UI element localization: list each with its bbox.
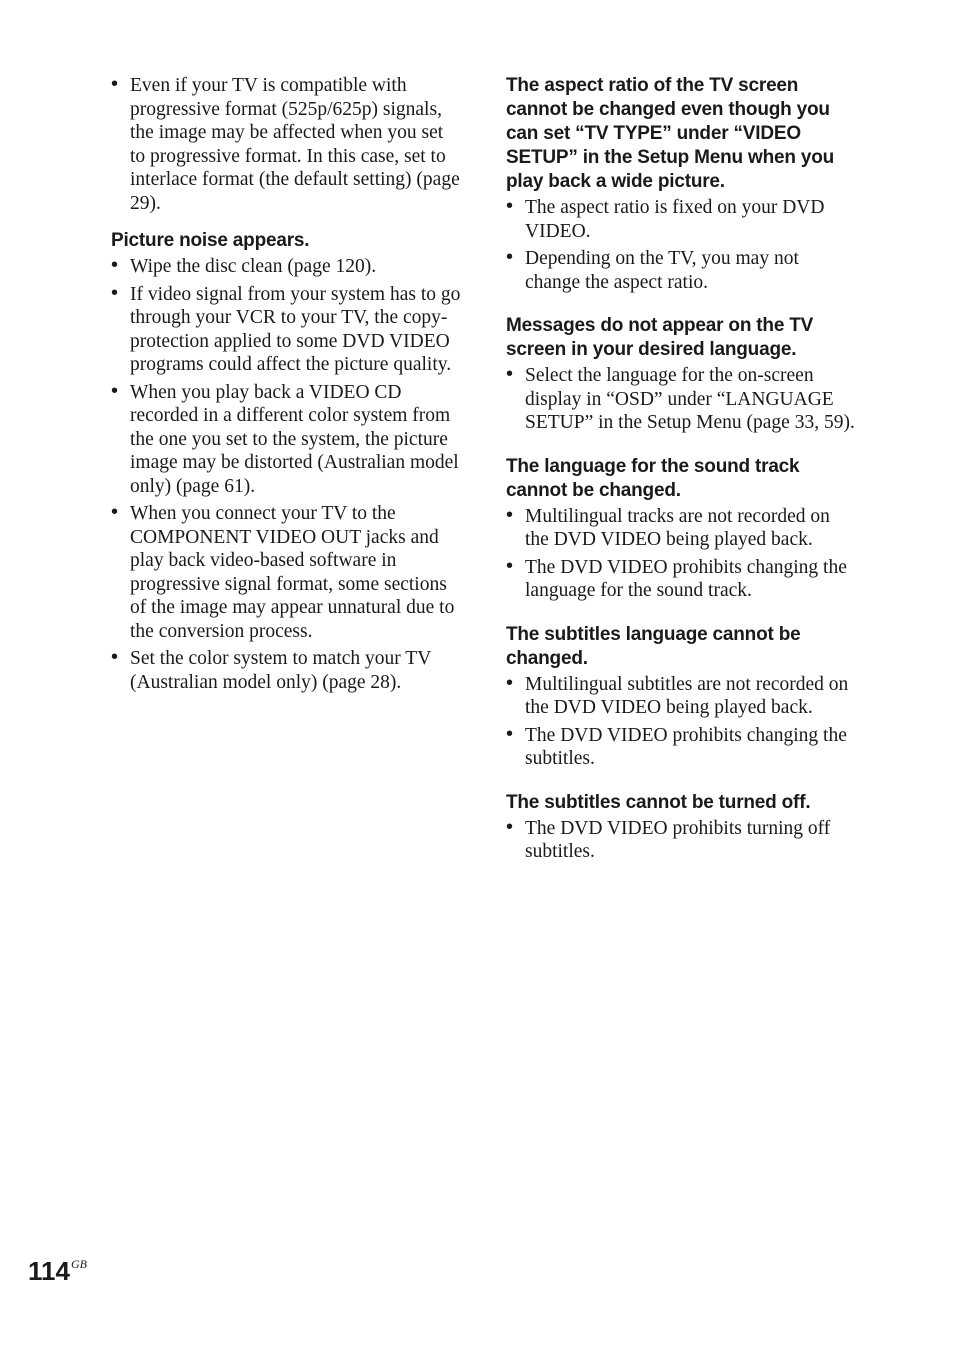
bullet-list	[506, 817, 858, 864]
page-number-value: 114	[28, 1256, 70, 1286]
section-subtitles-off	[506, 791, 858, 864]
section-heading: Messages do not appear on the TV screen in your desired language.	[506, 315, 814, 360]
section-heading: The subtitles language cannot be changed.	[506, 623, 801, 669]
section-messages-language	[506, 314, 858, 435]
bullet-list	[506, 196, 858, 294]
bullet-list	[506, 673, 858, 771]
section-aspect-ratio	[506, 74, 858, 294]
list-item: • Wipe the disc clean (page 120).	[111, 255, 463, 279]
list-item: • The DVD VIDEO prohibits changing the language for the sound track.	[506, 556, 858, 603]
section-picture-noise	[111, 229, 463, 694]
intro-section	[111, 74, 463, 215]
list-item: • When you play back a VIDEO CD recorded in a different color system from the one you set to the system, the picture image may be distorted (Australian model only) (page 61).	[111, 381, 463, 499]
section-heading: Picture noise appears.	[111, 230, 310, 251]
bullet-list	[506, 364, 858, 435]
left-column	[111, 74, 463, 706]
list-item: • Depending on the TV, you may not change the aspect ratio.	[506, 247, 858, 294]
bullet-list	[506, 505, 858, 603]
page-number-suffix: GB	[70, 1257, 87, 1271]
list-item: • Multilingual subtitles are not recorded on the DVD VIDEO being played back.	[506, 673, 858, 720]
section-heading: The aspect ratio of the TV screen cannot be changed even though you can set “TV TYPE” under “VIDEO SETUP” in the Setup Menu when you play back a wide picture.	[506, 75, 835, 192]
section-subtitles-language	[506, 623, 858, 771]
list-item: • If video signal from your system has to go through your VCR to your TV, the copy-protection applied to some DVD VIDEO programs could affect the picture quality.	[111, 283, 463, 377]
bullet-list	[111, 255, 463, 694]
list-item: • When you connect your TV to the COMPONENT VIDEO OUT jacks and play back video-based software in progressive signal format, some sections of the image may appear unnatural due to the conversion process.	[111, 502, 463, 643]
list-item: • The aspect ratio is fixed on your DVD VIDEO.	[506, 196, 858, 243]
list-item: • Set the color system to match your TV (Australian model only) (page 28).	[111, 647, 463, 694]
section-sound-track-language	[506, 455, 858, 603]
list-item: • Select the language for the on-screen display in “OSD” under “LANGUAGE SETUP” in the Setup Menu (page 33, 59).	[506, 364, 858, 435]
list-item: • The DVD VIDEO prohibits changing the subtitles.	[506, 724, 858, 771]
right-column	[506, 74, 858, 876]
list-item: • Even if your TV is compatible with progressive format (525p/625p) signals, the image may be affected when you set to progressive format. In this case, set to interlace format (the default setting) (page 29).	[111, 74, 463, 215]
list-item: • Multilingual tracks are not recorded on the DVD VIDEO being played back.	[506, 505, 858, 552]
page-number	[28, 1248, 87, 1287]
section-heading: The subtitles cannot be turned off.	[506, 791, 811, 813]
list-item: • The DVD VIDEO prohibits turning off subtitles.	[506, 817, 858, 864]
bullet-list	[111, 74, 463, 215]
section-heading: The language for the sound track cannot be changed.	[506, 455, 800, 501]
